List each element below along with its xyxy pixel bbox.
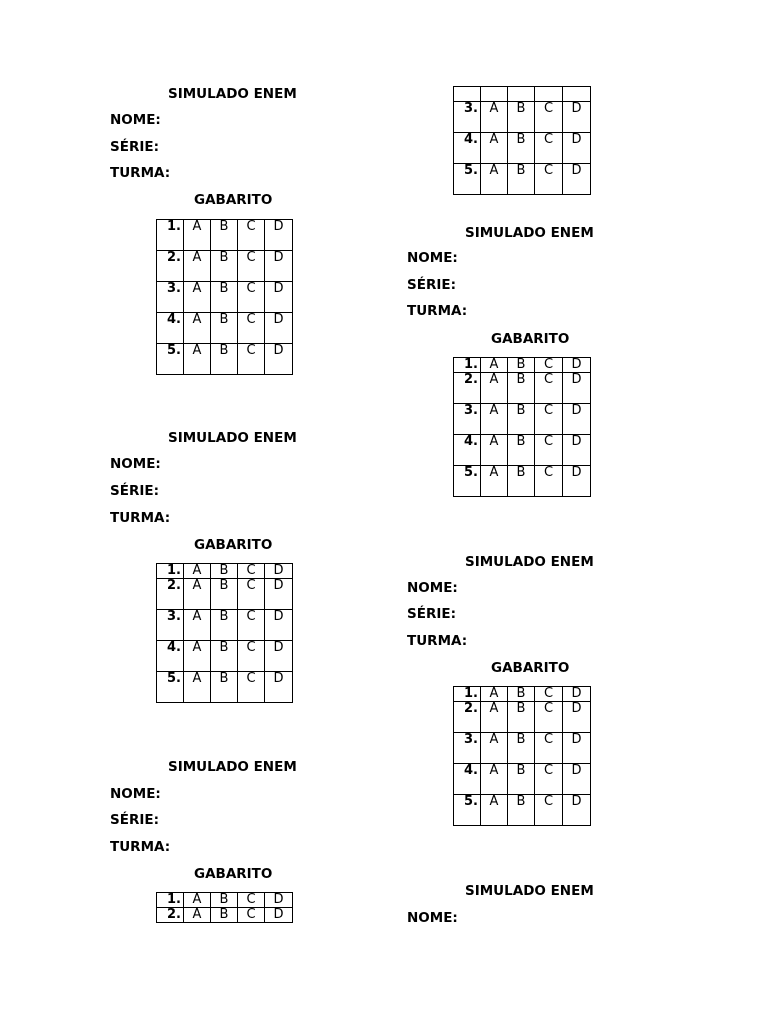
option-c: C bbox=[535, 687, 563, 702]
option-d: D bbox=[563, 164, 591, 195]
nome-label: NOME: bbox=[110, 112, 161, 128]
serie-label: SÉRIE: bbox=[407, 277, 456, 293]
option-b: B bbox=[211, 579, 238, 610]
option-c: C bbox=[535, 102, 563, 133]
answer-row bbox=[454, 435, 591, 466]
option-c: C bbox=[535, 466, 563, 497]
option-d: D bbox=[265, 251, 293, 282]
option-b: B bbox=[211, 641, 238, 672]
question-number: 1. bbox=[157, 564, 184, 579]
empty-cell bbox=[481, 87, 508, 102]
simulado-title: SIMULADO ENEM bbox=[168, 759, 297, 775]
option-a: A bbox=[481, 795, 508, 826]
option-b: B bbox=[211, 282, 238, 313]
question-number: 2. bbox=[157, 579, 184, 610]
answer-row bbox=[454, 733, 591, 764]
option-b: B bbox=[211, 344, 238, 375]
option-b: B bbox=[211, 251, 238, 282]
question-number: 4. bbox=[157, 641, 184, 672]
option-d: D bbox=[563, 102, 591, 133]
option-a: A bbox=[184, 220, 211, 251]
answer-row bbox=[454, 102, 591, 133]
option-a: A bbox=[481, 466, 508, 497]
option-a: A bbox=[184, 610, 211, 641]
option-d: D bbox=[563, 435, 591, 466]
option-c: C bbox=[238, 579, 265, 610]
option-d: D bbox=[265, 610, 293, 641]
option-a: A bbox=[481, 404, 508, 435]
answer-row bbox=[454, 164, 591, 195]
answer-row bbox=[454, 795, 591, 826]
serie-label: SÉRIE: bbox=[110, 139, 159, 155]
simulado-title: SIMULADO ENEM bbox=[168, 430, 297, 446]
question-number: 4. bbox=[157, 313, 184, 344]
answer-row bbox=[157, 579, 293, 610]
answer-grid bbox=[156, 563, 293, 703]
option-c: C bbox=[238, 313, 265, 344]
question-number: 3. bbox=[454, 733, 481, 764]
answer-grid bbox=[453, 86, 591, 195]
simulado-title: SIMULADO ENEM bbox=[465, 225, 594, 241]
answer-row bbox=[454, 702, 591, 733]
option-d: D bbox=[563, 466, 591, 497]
option-d: D bbox=[563, 795, 591, 826]
question-number: 1. bbox=[454, 358, 481, 373]
empty-cell bbox=[508, 87, 535, 102]
option-b: B bbox=[508, 164, 535, 195]
answer-row bbox=[454, 404, 591, 435]
nome-label: NOME: bbox=[110, 786, 161, 802]
option-c: C bbox=[238, 908, 265, 923]
option-d: D bbox=[563, 373, 591, 404]
option-a: A bbox=[481, 764, 508, 795]
gabarito-title: GABARITO bbox=[491, 660, 570, 676]
option-c: C bbox=[535, 733, 563, 764]
option-d: D bbox=[563, 764, 591, 795]
option-b: B bbox=[211, 610, 238, 641]
answer-row bbox=[454, 373, 591, 404]
option-b: B bbox=[508, 404, 535, 435]
option-c: C bbox=[535, 795, 563, 826]
turma-label: TURMA: bbox=[110, 165, 171, 181]
option-a: A bbox=[184, 579, 211, 610]
empty-cell bbox=[535, 87, 563, 102]
option-c: C bbox=[535, 164, 563, 195]
option-b: B bbox=[211, 672, 238, 703]
option-d: D bbox=[265, 313, 293, 344]
option-b: B bbox=[211, 564, 238, 579]
simulado-title: SIMULADO ENEM bbox=[168, 86, 297, 102]
question-number: 3. bbox=[157, 282, 184, 313]
option-b: B bbox=[211, 220, 238, 251]
answer-row bbox=[157, 251, 293, 282]
option-d: D bbox=[563, 687, 591, 702]
question-number: 3. bbox=[454, 404, 481, 435]
question-number: 1. bbox=[454, 687, 481, 702]
answer-row bbox=[157, 893, 293, 908]
serie-label: SÉRIE: bbox=[110, 812, 159, 828]
option-d: D bbox=[265, 564, 293, 579]
option-c: C bbox=[535, 373, 563, 404]
option-c: C bbox=[238, 641, 265, 672]
option-b: B bbox=[508, 795, 535, 826]
answer-row bbox=[454, 764, 591, 795]
option-c: C bbox=[238, 220, 265, 251]
question-number: 4. bbox=[454, 764, 481, 795]
answer-row bbox=[157, 641, 293, 672]
option-a: A bbox=[481, 435, 508, 466]
question-number: 5. bbox=[454, 164, 481, 195]
nome-label: NOME: bbox=[407, 580, 458, 596]
option-a: A bbox=[184, 313, 211, 344]
option-b: B bbox=[508, 702, 535, 733]
answer-row bbox=[454, 358, 591, 373]
option-a: A bbox=[184, 641, 211, 672]
option-d: D bbox=[265, 641, 293, 672]
option-a: A bbox=[481, 133, 508, 164]
question-number: 5. bbox=[454, 795, 481, 826]
question-number: 5. bbox=[157, 344, 184, 375]
option-a: A bbox=[481, 373, 508, 404]
gabarito-title: GABARITO bbox=[194, 866, 273, 882]
option-c: C bbox=[238, 564, 265, 579]
option-b: B bbox=[508, 733, 535, 764]
option-b: B bbox=[508, 358, 535, 373]
answer-row-empty bbox=[454, 87, 591, 102]
option-b: B bbox=[508, 102, 535, 133]
option-b: B bbox=[508, 764, 535, 795]
turma-label: TURMA: bbox=[407, 303, 468, 319]
option-a: A bbox=[481, 164, 508, 195]
serie-label: SÉRIE: bbox=[407, 606, 456, 622]
option-c: C bbox=[535, 133, 563, 164]
option-a: A bbox=[184, 672, 211, 703]
question-number: 5. bbox=[157, 672, 184, 703]
nome-label: NOME: bbox=[407, 250, 458, 266]
option-d: D bbox=[265, 282, 293, 313]
answer-grid bbox=[453, 357, 591, 497]
turma-label: TURMA: bbox=[407, 633, 468, 649]
question-number: 4. bbox=[454, 435, 481, 466]
option-c: C bbox=[238, 610, 265, 641]
question-number: 5. bbox=[454, 466, 481, 497]
empty-cell bbox=[454, 87, 481, 102]
question-number: 3. bbox=[157, 610, 184, 641]
turma-label: TURMA: bbox=[110, 510, 171, 526]
question-number: 2. bbox=[157, 251, 184, 282]
option-a: A bbox=[184, 893, 211, 908]
answer-row bbox=[157, 564, 293, 579]
simulado-title: SIMULADO ENEM bbox=[465, 554, 594, 570]
gabarito-title: GABARITO bbox=[194, 192, 273, 208]
option-a: A bbox=[184, 908, 211, 923]
answer-row bbox=[454, 133, 591, 164]
answer-row bbox=[157, 220, 293, 251]
answer-grid bbox=[453, 686, 591, 826]
answer-grid bbox=[156, 219, 293, 375]
option-b: B bbox=[508, 133, 535, 164]
option-b: B bbox=[508, 373, 535, 404]
option-c: C bbox=[238, 344, 265, 375]
simulado-title: SIMULADO ENEM bbox=[465, 883, 594, 899]
serie-label: SÉRIE: bbox=[110, 483, 159, 499]
answer-row bbox=[157, 672, 293, 703]
option-b: B bbox=[508, 687, 535, 702]
option-c: C bbox=[535, 702, 563, 733]
option-b: B bbox=[508, 466, 535, 497]
option-a: A bbox=[184, 564, 211, 579]
question-number: 4. bbox=[454, 133, 481, 164]
question-number: 3. bbox=[454, 102, 481, 133]
option-c: C bbox=[535, 764, 563, 795]
option-a: A bbox=[184, 251, 211, 282]
option-d: D bbox=[265, 220, 293, 251]
option-d: D bbox=[265, 579, 293, 610]
option-d: D bbox=[563, 733, 591, 764]
answer-row bbox=[157, 610, 293, 641]
answer-row bbox=[157, 344, 293, 375]
answer-row bbox=[454, 466, 591, 497]
question-number: 2. bbox=[454, 373, 481, 404]
answer-row bbox=[157, 908, 293, 923]
option-a: A bbox=[481, 358, 508, 373]
answer-grid bbox=[156, 892, 293, 923]
option-b: B bbox=[211, 893, 238, 908]
empty-cell bbox=[563, 87, 591, 102]
gabarito-title: GABARITO bbox=[491, 331, 570, 347]
option-a: A bbox=[481, 733, 508, 764]
answer-row bbox=[454, 687, 591, 702]
option-d: D bbox=[265, 344, 293, 375]
option-d: D bbox=[563, 133, 591, 164]
option-c: C bbox=[238, 893, 265, 908]
option-b: B bbox=[211, 908, 238, 923]
option-c: C bbox=[238, 282, 265, 313]
gabarito-title: GABARITO bbox=[194, 537, 273, 553]
answer-row bbox=[157, 313, 293, 344]
answer-row bbox=[157, 282, 293, 313]
option-d: D bbox=[563, 358, 591, 373]
nome-label: NOME: bbox=[110, 456, 161, 472]
option-d: D bbox=[265, 672, 293, 703]
option-a: A bbox=[184, 282, 211, 313]
option-c: C bbox=[238, 672, 265, 703]
question-number: 2. bbox=[157, 908, 184, 923]
turma-label: TURMA: bbox=[110, 839, 171, 855]
option-a: A bbox=[481, 102, 508, 133]
option-d: D bbox=[265, 893, 293, 908]
option-a: A bbox=[481, 687, 508, 702]
option-d: D bbox=[563, 404, 591, 435]
option-c: C bbox=[238, 251, 265, 282]
option-a: A bbox=[184, 344, 211, 375]
option-b: B bbox=[508, 435, 535, 466]
option-d: D bbox=[563, 702, 591, 733]
option-a: A bbox=[481, 702, 508, 733]
question-number: 1. bbox=[157, 220, 184, 251]
question-number: 2. bbox=[454, 702, 481, 733]
option-c: C bbox=[535, 404, 563, 435]
option-c: C bbox=[535, 358, 563, 373]
option-c: C bbox=[535, 435, 563, 466]
option-d: D bbox=[265, 908, 293, 923]
nome-label: NOME: bbox=[407, 910, 458, 926]
option-b: B bbox=[211, 313, 238, 344]
question-number: 1. bbox=[157, 893, 184, 908]
